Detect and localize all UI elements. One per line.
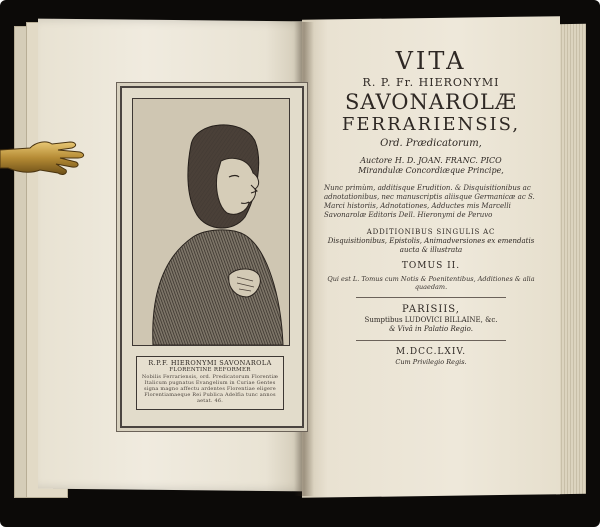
portrait-plate: [120, 86, 304, 428]
savonarola-portrait: [133, 99, 289, 345]
page-stack-right: [556, 24, 586, 495]
title-privilege: Cum Privilegio Regis.: [395, 358, 467, 366]
brass-hand-page-holder: [0, 136, 86, 182]
title-savonarolae: SAVONAROLÆ: [344, 90, 518, 114]
title-date: M.DCC.LXIV.: [395, 347, 467, 357]
caption-subtitle: FLORENTINE REFORMER: [169, 367, 251, 373]
brass-hand-icon: [0, 136, 86, 182]
title-ferrariensis: FERRARIENSIS,: [341, 114, 521, 135]
title-order: Ord. Prædicatorum,: [380, 138, 482, 149]
title-editor-2: Disquisitionibus, Epistolis, Animadversiones ex emendatis aucta & illustrata: [327, 237, 535, 254]
title-editor: ADDITIONIBUS SINGULIS AC: [366, 228, 496, 236]
caption-body: Nobilis Ferrariensis, ord. Predicatorum Florentiæ Italicum pugnatus Evangelium in Curiae Gentes signa magno affectu ardentes Florentiae eligere Florentiamaeque Rei Publica Adelfia tunc annos aetat. 46.: [141, 374, 279, 404]
title-publisher: Sumptibus LUDOVICI BILLAINE, &c.: [364, 316, 498, 324]
title-place: PARISIIS,: [402, 304, 460, 315]
title-vita: VITA: [395, 47, 467, 75]
title-page: [318, 48, 544, 366]
caption-title: R.P.F. HIERONYMI SAVONAROLA: [148, 359, 272, 367]
title-tome-note: Qui est L. Tomus cum Notis & Poenitentibus, Additiones & alia quaedam.: [327, 275, 535, 291]
title-address: & Vivâ in Palatio Regio.: [389, 325, 473, 333]
title-tome: TOMUS II.: [401, 261, 461, 271]
portrait-caption: [136, 356, 284, 410]
title-name-line: R. P. Fr. HIERONYMI: [362, 76, 500, 89]
title-divider: [356, 297, 506, 298]
portrait-engraving: [132, 98, 290, 346]
title-blurb: Nunc primùm, additisque Erudition. & Disquisitionibus ac adnotationibus, nec manuscriptis aliisque Germanicæ ac S. Marci historiis, Adnotationes, Adductes mis Marcelli Savonarolæ Editoris Dell. Hieronymi de Peruvo: [324, 184, 535, 219]
title-author-2: Mirandulæ Concordiæque Principe,: [358, 166, 504, 175]
title-author: Auctore H. D. JOAN. FRANC. PICO: [360, 156, 502, 165]
title-divider-2: [356, 340, 506, 341]
